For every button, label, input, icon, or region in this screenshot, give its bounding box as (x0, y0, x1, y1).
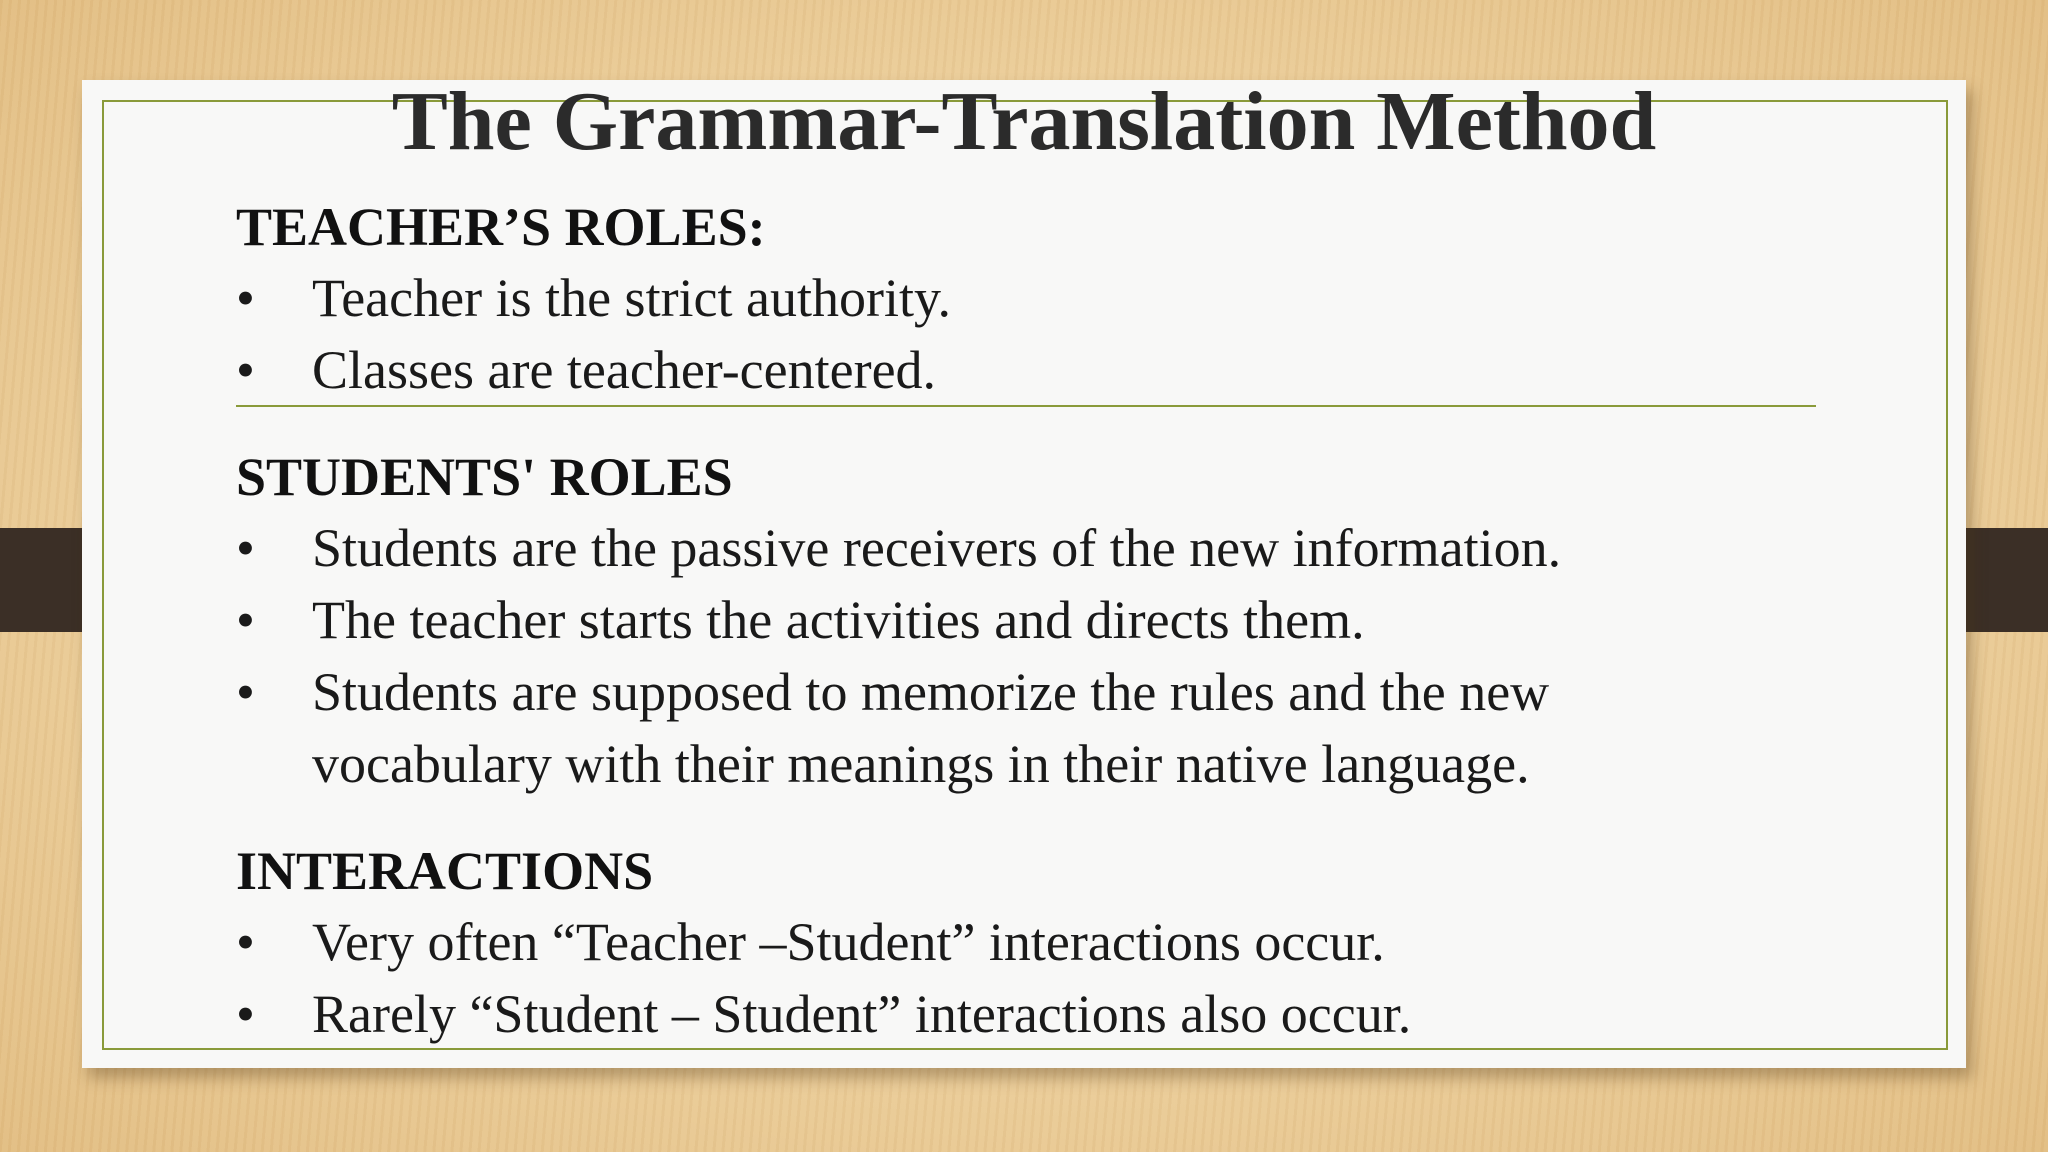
bullet-text: Students are supposed to memorize the rules and the new vocabulary with their meanings in their native language. (312, 662, 1550, 794)
bullet-icon: • (236, 340, 255, 400)
bullet-text: Students are the passive receivers of the new information. (312, 518, 1562, 578)
bullet-icon: • (236, 984, 255, 1044)
bullet-text: Classes are teacher-centered. (312, 340, 937, 400)
section-divider (236, 405, 1816, 407)
bullet-icon: • (236, 590, 255, 650)
list-item (236, 512, 1736, 584)
list-item (236, 334, 1736, 406)
students-roles-heading: STUDENTS' ROLES (236, 447, 733, 507)
bullet-text: Teacher is the strict authority. (312, 268, 951, 328)
bullet-text: Very often “Teacher –Student” interactions occur. (312, 912, 1385, 972)
teachers-roles-heading: TEACHER’S ROLES: (236, 197, 766, 257)
slide-title: The Grammar-Translation Method (391, 75, 1657, 168)
bullet-text: Rarely “Student – Student” interactions also occur. (312, 984, 1412, 1044)
slide-card (82, 75, 1966, 1068)
bullet-icon: • (236, 662, 255, 722)
bullet-icon: • (236, 268, 255, 328)
bullet-icon: • (236, 912, 255, 972)
interactions-heading: INTERACTIONS (236, 841, 654, 901)
bullet-text: The teacher starts the activities and directs them. (312, 590, 1365, 650)
list-item (236, 978, 1736, 1050)
list-item (236, 262, 1736, 334)
list-item (236, 584, 1736, 656)
bullet-icon: • (236, 518, 255, 578)
list-item (236, 656, 1656, 800)
list-item (236, 906, 1736, 978)
